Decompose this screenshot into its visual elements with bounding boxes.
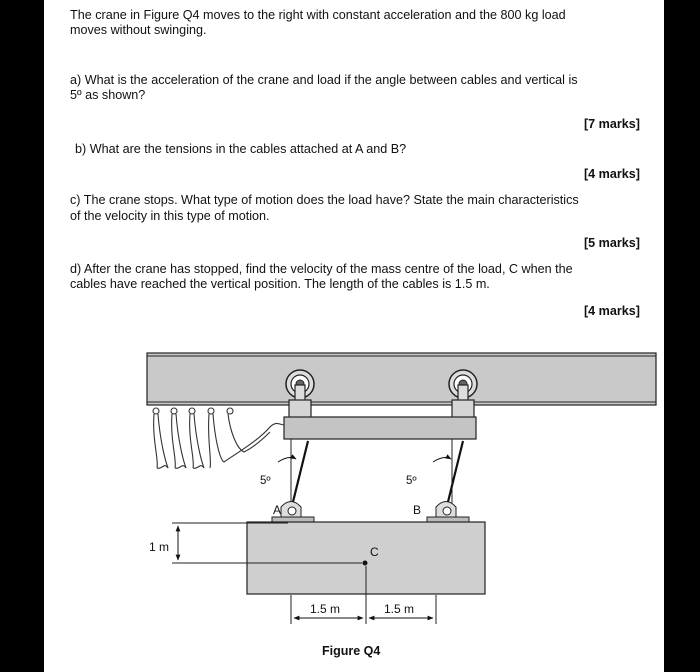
height-label: 1 m xyxy=(149,540,170,554)
question-a-line-1: a) What is the acceleration of the crane and load if the angle between cables and vertical is xyxy=(70,73,578,87)
bracket-b xyxy=(427,502,469,523)
angle-arc-left xyxy=(278,458,296,462)
cable-b xyxy=(446,441,463,510)
question-c-line-1: c) The crane stops. What type of motion does the load have? State the main characteristics xyxy=(70,193,579,207)
intro-line-2: moves without swinging. xyxy=(70,23,207,37)
question-c-marks: [5 marks] xyxy=(583,236,640,250)
angle-arc-right xyxy=(433,458,451,462)
question-b-line-1: b) What are the tensions in the cables attached at A and B? xyxy=(75,142,407,156)
question-a-marks: [7 marks] xyxy=(583,117,640,131)
figure-caption: Figure Q4 xyxy=(322,644,381,658)
angle-label-right: 5º xyxy=(406,475,417,487)
question-a-line-2: 5º as shown? xyxy=(70,88,146,102)
dimension-right-label: 1.5 m xyxy=(384,602,415,616)
question-sheet xyxy=(44,0,664,672)
question-c-line-2: of the velocity in this type of motion. xyxy=(70,209,270,223)
label-a: A xyxy=(273,503,282,517)
figure-q4 xyxy=(44,0,664,672)
cable-a xyxy=(291,441,308,510)
label-b: B xyxy=(413,503,422,517)
question-d-line-2: cables have reached the vertical position. The length of the cables is 1.5 m. xyxy=(70,277,490,291)
question-d-marks: [4 marks] xyxy=(583,304,640,318)
crane-trolley xyxy=(284,417,476,439)
angle-label-left: 5º xyxy=(260,475,271,487)
festoon-cable xyxy=(153,408,284,468)
crane-rail-beam xyxy=(147,353,656,405)
mass-centre-c xyxy=(363,561,368,566)
intro-line-1: The crane in Figure Q4 moves to the right with constant acceleration and the 800 kg load xyxy=(70,8,566,22)
question-d-line-1: d) After the crane has stopped, find the velocity of the mass centre of the load, C when the xyxy=(70,262,573,276)
right-pulley-wheel xyxy=(449,370,477,418)
question-b-marks: [4 marks] xyxy=(583,167,640,181)
label-c: C xyxy=(370,545,379,559)
left-pulley-wheel xyxy=(286,370,314,418)
dimension-left-label: 1.5 m xyxy=(310,602,341,616)
